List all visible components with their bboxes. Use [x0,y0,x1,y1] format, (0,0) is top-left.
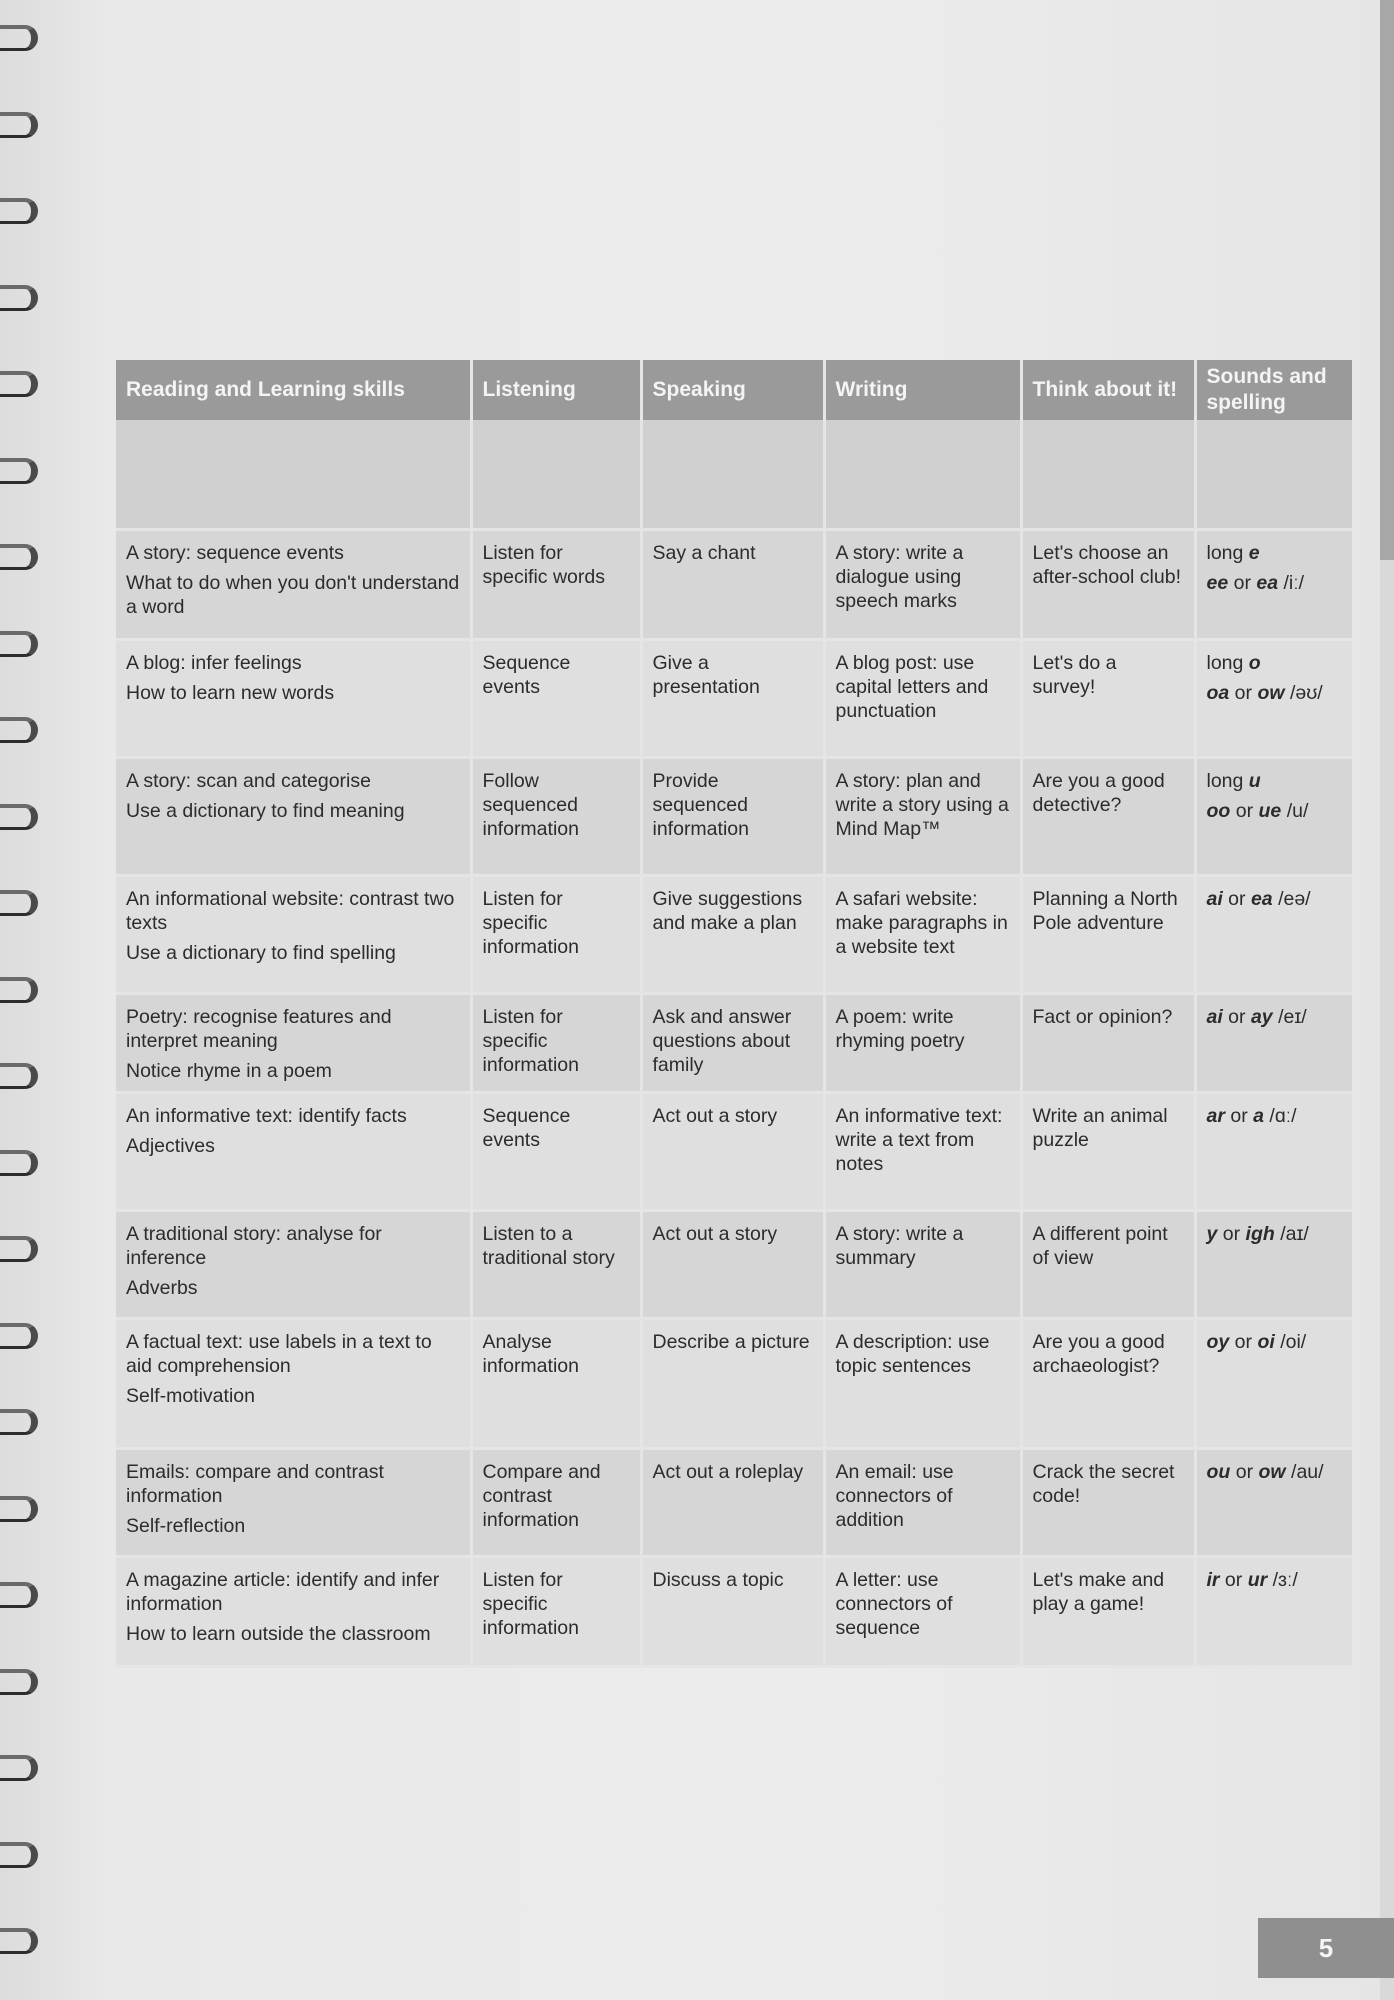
sound-text: or [1222,888,1251,910]
spelling-letters: oa [1206,682,1230,704]
cell-speaking: Say a chant [641,530,824,640]
reading-line: How to learn new words [126,682,335,704]
header-writing: Writing [824,360,1021,420]
cell-writing: A safari website: make paragraphs in a website text [824,876,1021,994]
spiral-binding [0,25,45,1975]
sound-text: /ɑː/ [1263,1105,1297,1127]
header-speaking: Speaking [641,360,824,420]
cell-listening: Follow sequenced information [471,758,641,876]
sound-text: /oi/ [1274,1331,1307,1353]
reading-line: An informational website: contrast two texts [126,888,455,934]
cell-think: Write an animal puzzle [1021,1093,1195,1211]
table-row [116,994,1352,1093]
reading-line: Adjectives [126,1135,215,1157]
cell-reading [116,640,471,758]
sound-text: or [1229,682,1258,704]
cell-sounds [1195,1211,1352,1319]
spiral-ring [0,371,38,397]
cell-listening: Analyse information [471,1319,641,1449]
spiral-ring [0,285,38,311]
sound-text: /aɪ/ [1274,1223,1309,1245]
sound-text: or [1228,572,1257,594]
cell-writing: A story: plan and write a story using a Mind Map™ [824,758,1021,876]
table-row-blank [116,420,1352,530]
reading-line: An informative text: identify facts [126,1105,407,1127]
sound-line [1207,1330,1343,1354]
cell-writing: A poem: write rhyming poetry [824,994,1021,1093]
cell-listening: Listen to a traditional story [471,1211,641,1319]
cell-listening: Sequence events [471,1093,641,1211]
reading-line: A traditional story: analyse for inference [126,1223,382,1269]
header-reading: Reading and Learning skills [116,360,471,420]
cell-listening: Sequence events [471,640,641,758]
sound-text: /u/ [1281,800,1309,822]
spiral-ring [0,1063,38,1089]
reading-line: Self-reflection [126,1515,246,1537]
spelling-letters: a [1253,1105,1264,1127]
spelling-letters: ow [1258,1461,1286,1483]
cell-speaking: Give suggestions and make a plan [641,876,824,994]
spiral-ring [0,1582,38,1608]
cell-speaking: Give a presentation [641,640,824,758]
spiral-ring [0,25,38,51]
table-row [116,1093,1352,1211]
table-row [116,758,1352,876]
sound-line [1207,769,1343,793]
spiral-ring [0,890,38,916]
cell-listening: Listen for specific information [471,876,641,994]
spiral-ring [0,1150,38,1176]
spiral-ring [0,804,38,830]
cell-sounds [1195,1093,1352,1211]
spelling-letters: ai [1206,888,1223,910]
spiral-ring [0,1842,38,1868]
cell-think: Crack the secret code! [1021,1449,1195,1557]
sound-line [1207,541,1343,565]
header-sounds-and-spelling: Sounds and spelling [1195,360,1352,420]
cell-think: Let's choose an after-school club! [1021,530,1195,640]
spiral-ring [0,544,38,570]
sound-line [1207,1568,1343,1592]
sound-text: /ɜː/ [1267,1569,1298,1591]
cell-listening: Listen for specific information [471,994,641,1093]
sound-line [1207,1005,1343,1029]
spiral-ring [0,631,38,657]
spelling-letters: ea [1256,572,1279,594]
cell-writing: An informative text: write a text from notes [824,1093,1021,1211]
reading-line: A story: scan and categorise [126,770,371,792]
cell-writing: A story: write a summary [824,1211,1021,1319]
reading-line: Notice rhyme in a poem [126,1060,332,1082]
spiral-ring [0,1323,38,1349]
cell-speaking: Act out a story [641,1093,824,1211]
sound-text: /eɪ/ [1272,1006,1307,1028]
reading-line: Self-motivation [126,1385,255,1407]
spiral-ring [0,717,38,743]
spelling-letters: ir [1206,1569,1220,1591]
spiral-ring [0,458,38,484]
sound-text: long [1206,652,1249,674]
sound-line [1207,1460,1343,1484]
page-edge-tab [1380,0,1394,560]
table-row [116,1319,1352,1449]
cell-sounds [1195,876,1352,994]
cell-listening: Compare and contrast information [471,1449,641,1557]
cell-think: Are you a good detective? [1021,758,1195,876]
reading-line: Use a dictionary to find spelling [126,942,396,964]
table-row [116,1557,1352,1667]
cell-reading [116,1557,471,1667]
sound-line [1207,571,1343,595]
reading-line: A story: sequence events [126,542,344,564]
reading-line: What to do when you don't understand a word [126,572,460,618]
cell-writing: A story: write a dialogue using speech marks [824,530,1021,640]
spelling-letters: ow [1257,682,1285,704]
cell-sounds [1195,758,1352,876]
spelling-letters: ur [1247,1569,1268,1591]
reading-line: Use a dictionary to find meaning [126,800,405,822]
spelling-letters: y [1206,1223,1218,1245]
sound-text: or [1224,1105,1254,1127]
cell-reading [116,994,471,1093]
spelling-letters: o [1248,652,1261,674]
sound-text: or [1229,1331,1258,1353]
cell-speaking: Discuss a topic [641,1557,824,1667]
table-row [116,876,1352,994]
cell-speaking: Provide sequenced information [641,758,824,876]
sound-text: or [1219,1569,1248,1591]
cell-reading [116,1211,471,1319]
cell-writing: A description: use topic sentences [824,1319,1021,1449]
sound-line [1207,799,1343,823]
sound-text: /iː/ [1278,572,1305,594]
spelling-letters: ea [1250,888,1273,910]
cell-reading [116,1319,471,1449]
cell-listening: Listen for specific information [471,1557,641,1667]
sound-line [1207,1104,1343,1128]
cell-reading [116,1449,471,1557]
spelling-letters: ee [1206,572,1229,594]
sound-text: long [1206,770,1249,792]
spiral-ring [0,1409,38,1435]
spelling-letters: oi [1257,1331,1275,1353]
spiral-ring [0,198,38,224]
table-row [116,1211,1352,1319]
syllabus-table [116,360,1352,1668]
spelling-letters: ar [1206,1105,1225,1127]
cell-writing: A blog post: use capital letters and punctuation [824,640,1021,758]
sound-text: long [1206,542,1249,564]
cell-sounds [1195,994,1352,1093]
sound-line [1207,681,1343,705]
cell-speaking: Describe a picture [641,1319,824,1449]
spelling-letters: u [1248,770,1261,792]
sound-text: or [1230,800,1259,822]
header-think-about-it: Think about it! [1021,360,1195,420]
reading-line: A blog: infer feelings [126,652,302,674]
spiral-ring [0,1669,38,1695]
cell-think: Are you a good archaeologist? [1021,1319,1195,1449]
cell-think: Planning a North Pole adventure [1021,876,1195,994]
cell-think: A different point of view [1021,1211,1195,1319]
spiral-ring [0,1755,38,1781]
table-row [116,640,1352,758]
spiral-ring [0,112,38,138]
spiral-ring [0,1928,38,1954]
cell-think: Let's make and play a game! [1021,1557,1195,1667]
page-number: 5 [1258,1918,1394,1978]
header-listening: Listening [471,360,641,420]
cell-reading [116,530,471,640]
spiral-ring [0,1236,38,1262]
cell-sounds [1195,530,1352,640]
cell-reading [116,1093,471,1211]
sound-line [1207,651,1343,675]
cell-reading [116,758,471,876]
reading-line: Adverbs [126,1277,198,1299]
spelling-letters: ou [1206,1461,1231,1483]
spelling-letters: igh [1245,1223,1275,1245]
cell-sounds [1195,1449,1352,1557]
reading-line: A magazine article: identify and infer information [126,1569,440,1615]
reading-line: How to learn outside the classroom [126,1623,431,1645]
sound-line [1207,887,1343,911]
spiral-ring [0,1496,38,1522]
table-header-row [116,360,1352,420]
reading-line: Poetry: recognise features and interpret meaning [126,1006,392,1052]
cell-speaking: Act out a story [641,1211,824,1319]
sound-text: /eə/ [1272,888,1311,910]
reading-line: A factual text: use labels in a text to aid comprehension [126,1331,432,1377]
cell-listening: Listen for specific words [471,530,641,640]
sound-text: or [1222,1006,1251,1028]
cell-sounds [1195,1557,1352,1667]
sound-text: or [1217,1223,1246,1245]
cell-sounds [1195,640,1352,758]
spelling-letters: ay [1250,1006,1273,1028]
reading-line: Emails: compare and contrast information [126,1461,384,1507]
sound-text: /au/ [1285,1461,1324,1483]
cell-think: Let's do a survey! [1021,640,1195,758]
table-row [116,530,1352,640]
cell-speaking: Act out a roleplay [641,1449,824,1557]
cell-reading [116,876,471,994]
cell-speaking: Ask and answer questions about family [641,994,824,1093]
spelling-letters: oo [1206,800,1231,822]
cell-writing: An email: use connectors of addition [824,1449,1021,1557]
spelling-letters: oy [1206,1331,1230,1353]
spelling-letters: ai [1206,1006,1223,1028]
page-edge [1380,560,1394,2000]
sound-text: /əʊ/ [1284,682,1323,704]
spelling-letters: e [1248,542,1260,564]
table-row [116,1449,1352,1557]
spelling-letters: ue [1258,800,1282,822]
cell-sounds [1195,1319,1352,1449]
cell-think: Fact or opinion? [1021,994,1195,1093]
sound-line [1207,1222,1343,1246]
cell-writing: A letter: use connectors of sequence [824,1557,1021,1667]
spiral-ring [0,977,38,1003]
sound-text: or [1230,1461,1259,1483]
